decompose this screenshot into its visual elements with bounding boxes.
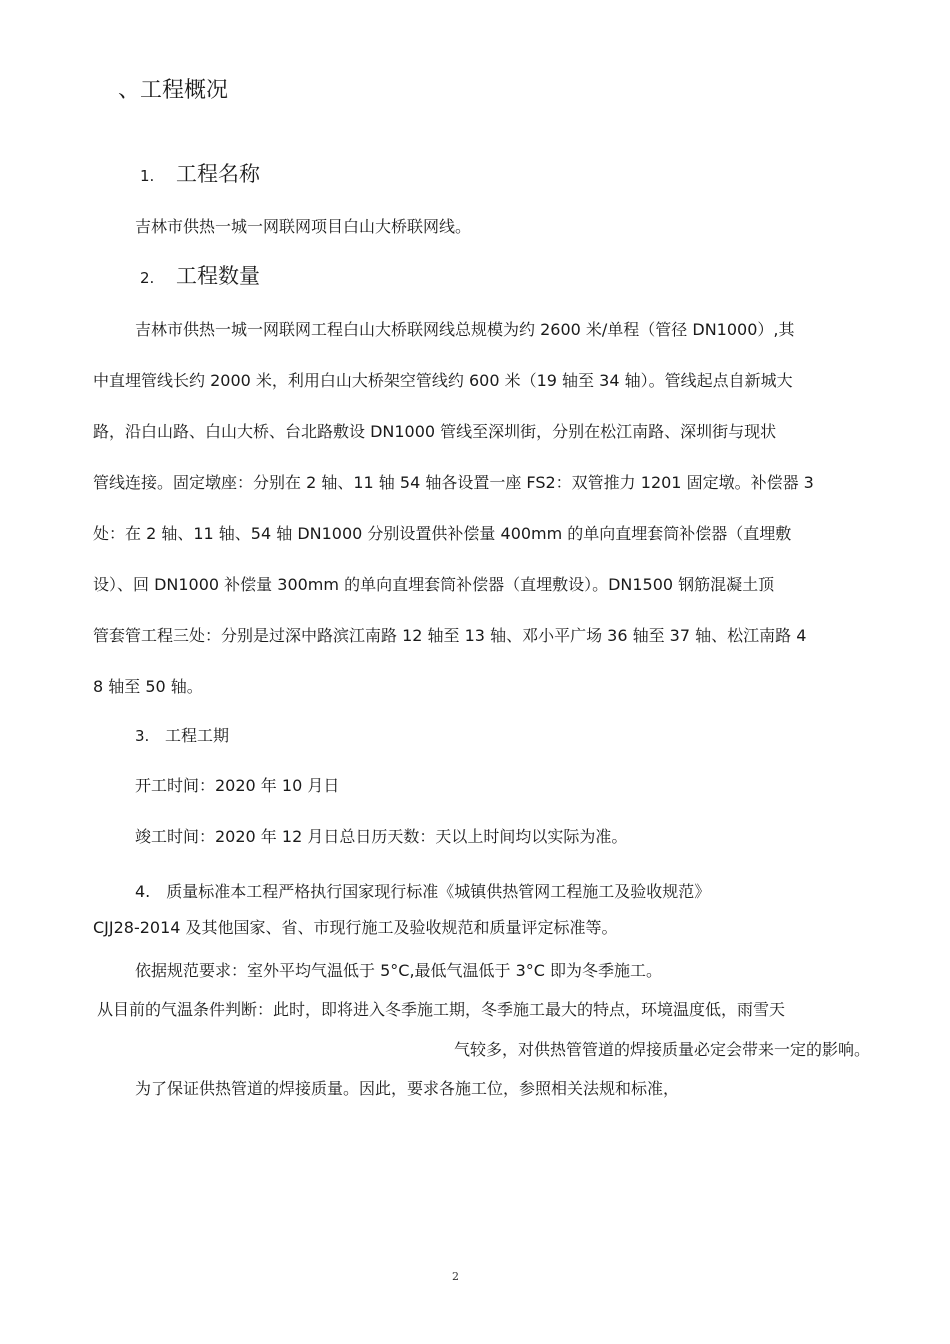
subheading-number: 2.	[140, 269, 155, 287]
subheading-number: 3.	[135, 727, 150, 745]
paragraph-line: 中直埋管线长约 2000 米，利用白山大桥架空管线约 600 米（19 轴至 34 轴）。管线起点自新城大	[93, 371, 793, 390]
paragraph-line: 设）、回 DN1000 补偿量 300mm 的单向直埋套筒补偿器（直埋敷设）。DN1500 钢筋混凝土顶	[93, 575, 775, 594]
paragraph-line: 路，沿白山路、白山大桥、台北路敷设 DN1000 管线至深圳街，分别在松江南路、深圳街与现状	[93, 422, 777, 441]
subheading-project-name	[140, 158, 260, 188]
subheading-number: 1.	[140, 167, 155, 185]
subheading-title: 工程工期	[165, 726, 230, 745]
weather-line-2: 气较多，对供热管管道的焊接质量必定会带来一定的影响。	[453, 1040, 870, 1059]
subheading-title: 工程名称	[176, 162, 260, 186]
subheading-title: 工程数量	[176, 264, 260, 288]
start-time: 开工时间：2020 年 10 月日	[135, 776, 340, 795]
subheading-schedule	[135, 723, 229, 746]
quality-standard-line-1: 4. 质量标准本工程严格执行国家现行标准《城镇供热管网工程施工及验收规范》	[135, 882, 711, 901]
ensure-quality-text: 为了保证供热管道的焊接质量。因此，要求各施工位，参照相关法规和标准，	[135, 1079, 680, 1098]
quality-standard-line-2: CJJ28-2014 及其他国家、省、市现行施工及验收规范和质量评定标准等。	[93, 918, 618, 937]
paragraph-line: 处：在 2 轴、11 轴、54 轴 DN1000 分别设置供补偿量 400mm 的单向直埋套筒补偿器（直埋敷	[93, 524, 792, 543]
subheading-project-quantity	[140, 260, 260, 290]
project-name-text: 吉林市供热一城一网联网项目白山大桥联网线。	[135, 217, 472, 236]
paragraph-line: 吉林市供热一城一网联网工程白山大桥联网线总规模为约 2600 米/单程（管径 DN1000）,其	[135, 320, 795, 339]
weather-line-1: 从目前的气温条件判断：此时，即将进入冬季施工期，冬季施工最大的特点，环境温度低，雨雪天	[97, 1000, 786, 1019]
paragraph-line: 8 轴至 50 轴。	[93, 677, 203, 696]
end-time: 竣工时间：2020 年 12 月日总日历天数：天以上时间均以实际为准。	[135, 827, 628, 846]
spec-requirement: 依据规范要求：室外平均气温低于 5°C,最低气温低于 3°C 即为冬季施工。	[135, 961, 663, 980]
page-number: 2	[452, 1270, 459, 1283]
section-title: 、工程概况	[118, 78, 229, 103]
paragraph-line: 管线连接。固定墩座：分别在 2 轴、11 轴 54 轴各设置一座 FS2：双管推力 1201 固定墩。补偿器 3	[93, 473, 814, 492]
paragraph-line: 管套管工程三处：分别是过深中路滨江南路 12 轴至 13 轴、邓小平广场 36 轴至 37 轴、松江南路 4	[93, 626, 807, 645]
